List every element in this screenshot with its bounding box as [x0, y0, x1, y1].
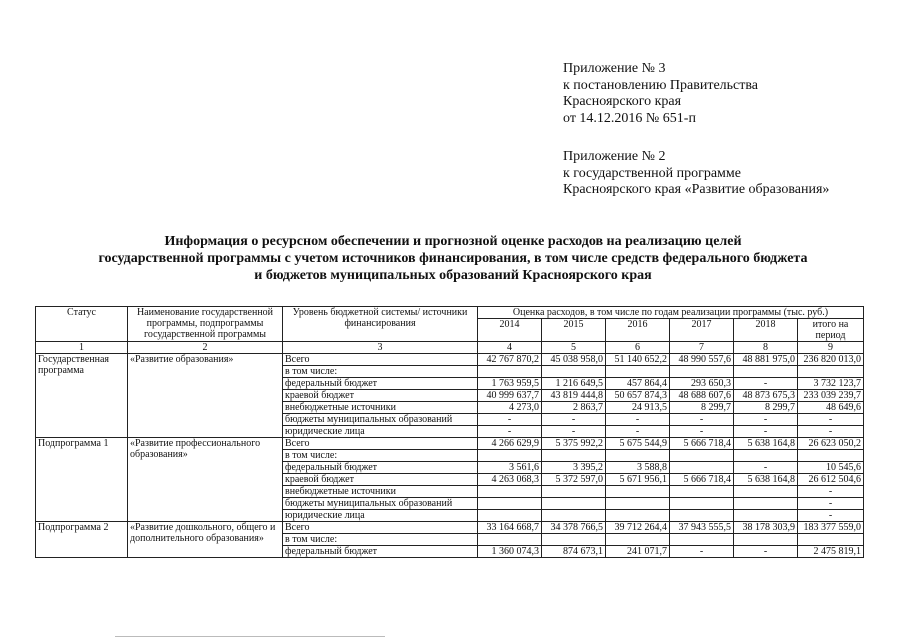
funding-level: Всего: [283, 438, 478, 450]
year-value: 5 638 164,8: [734, 474, 798, 486]
year-value: 4 273,0: [478, 402, 542, 414]
document-title: [30, 233, 876, 284]
title-line: и бюджетов муниципальных образований Красноярского края: [254, 268, 652, 283]
appendix-3-line: Приложение № 3: [563, 61, 666, 76]
header-status: Статус: [36, 307, 128, 342]
year-value: 4 263 068,3: [478, 474, 542, 486]
total-value: [798, 534, 864, 546]
header-year: 2014: [478, 319, 542, 342]
title-line: Информация о ресурсном обеспечении и прогнозной оценке расходов на реализацию целей: [164, 234, 742, 249]
total-value: 10 545,6: [798, 462, 864, 474]
header-estimate: Оценка расходов, в том числе по годам реализации программы (тыс. руб.): [478, 307, 864, 319]
funding-level: бюджеты муниципальных образований: [283, 414, 478, 426]
table-row: [36, 354, 864, 366]
total-value: 2 475 819,1: [798, 546, 864, 558]
column-number: 6: [606, 342, 670, 354]
funding-level: юридические лица: [283, 426, 478, 438]
program-status: Государственная программа: [36, 354, 128, 438]
total-value: 48 649,6: [798, 402, 864, 414]
year-value: [606, 510, 670, 522]
year-value: -: [670, 546, 734, 558]
header-level: Уровень бюджетной системы/ источники финансирования: [283, 307, 478, 342]
year-value: -: [734, 546, 798, 558]
total-value: 236 820 013,0: [798, 354, 864, 366]
year-value: 1 360 074,3: [478, 546, 542, 558]
appendix-2-line: Красноярского края «Развитие образования»: [563, 182, 830, 197]
total-value: -: [798, 414, 864, 426]
table-body: [36, 354, 864, 558]
year-value: 3 588,8: [606, 462, 670, 474]
program-name: «Развитие дошкольного, общего и дополнительного образования»: [128, 522, 283, 558]
year-value: 5 666 718,4: [670, 474, 734, 486]
column-number: 5: [542, 342, 606, 354]
year-value: [670, 534, 734, 546]
appendix-2-block: [563, 149, 829, 199]
header-name: Наименование государственной программы, подпрограммы государственной программы: [128, 307, 283, 342]
funding-level: в том числе:: [283, 366, 478, 378]
year-value: [606, 366, 670, 378]
year-value: [606, 498, 670, 510]
year-value: 5 638 164,8: [734, 438, 798, 450]
year-value: 293 650,3: [670, 378, 734, 390]
year-value: 5 666 718,4: [670, 438, 734, 450]
year-value: -: [478, 414, 542, 426]
year-value: [542, 510, 606, 522]
column-number: 9: [798, 342, 864, 354]
year-value: [734, 534, 798, 546]
year-value: [734, 450, 798, 462]
funding-level: внебюджетные источники: [283, 402, 478, 414]
year-value: 48 990 557,6: [670, 354, 734, 366]
funding-level: Всего: [283, 522, 478, 534]
year-value: 43 819 444,8: [542, 390, 606, 402]
year-value: 874 673,1: [542, 546, 606, 558]
funding-level: федеральный бюджет: [283, 546, 478, 558]
header-year: 2016: [606, 319, 670, 342]
program-status: Подпрограмма 1: [36, 438, 128, 522]
funding-level: Всего: [283, 354, 478, 366]
year-value: [542, 534, 606, 546]
year-value: 1 763 959,5: [478, 378, 542, 390]
appendix-3-block: [563, 61, 758, 127]
year-value: 5 671 956,1: [606, 474, 670, 486]
total-value: 233 039 239,7: [798, 390, 864, 402]
total-value: [798, 450, 864, 462]
year-value: [478, 450, 542, 462]
year-value: 50 657 874,3: [606, 390, 670, 402]
year-value: 8 299,7: [670, 402, 734, 414]
year-value: 37 943 555,5: [670, 522, 734, 534]
year-value: 48 881 975,0: [734, 354, 798, 366]
year-value: [606, 534, 670, 546]
year-value: -: [606, 426, 670, 438]
table-row: [36, 522, 864, 534]
year-value: [542, 498, 606, 510]
year-value: -: [542, 414, 606, 426]
year-value: [478, 498, 542, 510]
year-value: 48 873 675,3: [734, 390, 798, 402]
appendix-3-line: Красноярского края: [563, 94, 682, 109]
funding-level: федеральный бюджет: [283, 378, 478, 390]
total-value: 183 377 559,0: [798, 522, 864, 534]
total-value: 26 612 504,6: [798, 474, 864, 486]
year-value: [606, 486, 670, 498]
year-value: -: [606, 414, 670, 426]
column-number: 8: [734, 342, 798, 354]
year-value: -: [542, 426, 606, 438]
year-value: 5 372 597,0: [542, 474, 606, 486]
appendix-2-line: Приложение № 2: [563, 149, 666, 164]
total-value: -: [798, 486, 864, 498]
program-name: «Развитие профессионального образования»: [128, 438, 283, 522]
header-year: 2018: [734, 319, 798, 342]
total-value: 3 732 123,7: [798, 378, 864, 390]
year-value: 39 712 264,4: [606, 522, 670, 534]
year-value: -: [670, 426, 734, 438]
total-value: -: [798, 510, 864, 522]
year-value: 33 164 668,7: [478, 522, 542, 534]
year-value: 34 378 766,5: [542, 522, 606, 534]
funding-table: [35, 306, 864, 558]
year-value: [542, 366, 606, 378]
year-value: 51 140 652,2: [606, 354, 670, 366]
year-value: 8 299,7: [734, 402, 798, 414]
column-number: 4: [478, 342, 542, 354]
year-value: 38 178 303,9: [734, 522, 798, 534]
year-value: [734, 486, 798, 498]
appendix-3-line: от 14.12.2016 № 651-п: [563, 110, 696, 126]
funding-level: федеральный бюджет: [283, 462, 478, 474]
scan-edge-line: [115, 636, 385, 637]
total-value: [798, 366, 864, 378]
year-value: 5 375 992,2: [542, 438, 606, 450]
year-value: [670, 366, 734, 378]
year-value: [478, 366, 542, 378]
funding-level: краевой бюджет: [283, 390, 478, 402]
year-value: 24 913,5: [606, 402, 670, 414]
year-value: 3 561,6: [478, 462, 542, 474]
table-row: [36, 438, 864, 450]
funding-level: в том числе:: [283, 450, 478, 462]
year-value: [734, 498, 798, 510]
year-value: -: [670, 414, 734, 426]
year-value: [734, 366, 798, 378]
year-value: 48 688 607,6: [670, 390, 734, 402]
year-value: 241 071,7: [606, 546, 670, 558]
year-value: [670, 486, 734, 498]
column-number: 7: [670, 342, 734, 354]
year-value: 3 395,2: [542, 462, 606, 474]
funding-level: бюджеты муниципальных образований: [283, 498, 478, 510]
year-value: [670, 462, 734, 474]
appendix-2-line: к государственной программе: [563, 165, 741, 181]
year-value: -: [734, 414, 798, 426]
column-number: 3: [283, 342, 478, 354]
header-year: 2017: [670, 319, 734, 342]
year-value: 5 675 544,9: [606, 438, 670, 450]
title-line: государственной программы с учетом источников финансирования, в том числе средств федерального бюджета: [98, 251, 808, 266]
funding-level: краевой бюджет: [283, 474, 478, 486]
year-value: 2 863,7: [542, 402, 606, 414]
year-value: -: [734, 378, 798, 390]
funding-level: юридические лица: [283, 510, 478, 522]
total-value: -: [798, 426, 864, 438]
year-value: [478, 486, 542, 498]
funding-level: в том числе:: [283, 534, 478, 546]
year-value: 42 767 870,2: [478, 354, 542, 366]
year-value: -: [734, 462, 798, 474]
header-total: итого на период: [798, 319, 864, 342]
appendix-3-line: к постановлению Правительства: [563, 77, 759, 93]
total-value: 26 623 050,2: [798, 438, 864, 450]
year-value: [478, 534, 542, 546]
column-number: 1: [36, 342, 128, 354]
funding-level: внебюджетные источники: [283, 486, 478, 498]
year-value: [478, 510, 542, 522]
program-status: Подпрограмма 2: [36, 522, 128, 558]
year-value: [670, 510, 734, 522]
year-value: [606, 450, 670, 462]
column-number-row: [36, 342, 864, 354]
year-value: 457 864,4: [606, 378, 670, 390]
year-value: [734, 510, 798, 522]
header-year: 2015: [542, 319, 606, 342]
program-name: «Развитие образования»: [128, 354, 283, 438]
column-number: 2: [128, 342, 283, 354]
year-value: 4 266 629,9: [478, 438, 542, 450]
total-value: -: [798, 498, 864, 510]
year-value: [670, 450, 734, 462]
year-value: 45 038 958,0: [542, 354, 606, 366]
year-value: 40 999 637,7: [478, 390, 542, 402]
year-value: [542, 486, 606, 498]
year-value: -: [734, 426, 798, 438]
year-value: -: [478, 426, 542, 438]
year-value: [670, 498, 734, 510]
year-value: [542, 450, 606, 462]
year-value: 1 216 649,5: [542, 378, 606, 390]
